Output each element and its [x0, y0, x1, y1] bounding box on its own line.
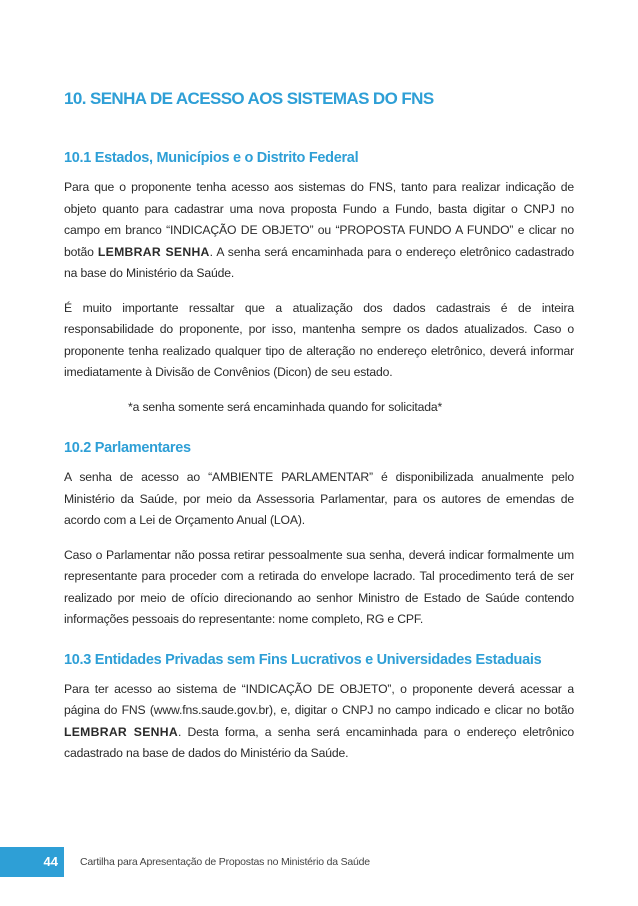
paragraph-entidades-senha [64, 679, 574, 765]
paragraph-parlamentares-representante: Caso o Parlamentar não possa retirar pessoalmente sua senha, deverá indicar formalmente um representante para proceder com a retirada do envelope lacrado. Tal procedimento terá de ser realizado por meio de ofício direcionando ao senhor Ministro de Estado de Saúde contendo informações pessoais do representante: nome completo, RG e CPF. [64, 547, 574, 626]
page-number: 44 [0, 847, 64, 877]
paragraph-text: . A senha será encaminhada para o endereço eletrônico cadastrado na base do Ministério da Saúde. [64, 244, 574, 280]
lembrar-senha-text: LEMBRAR SENHA [64, 724, 178, 739]
section-title-entidades: 10.3 Entidades Privadas sem Fins Lucrativos e Universidades Estaduais [64, 651, 542, 668]
section-title-estados: 10.1 Estados, Municípios e o Distrito Federal [64, 150, 359, 166]
note-senha: *a senha somente será encaminhada quando for solicitada* [128, 399, 443, 414]
paragraph-estados-senha [64, 177, 574, 285]
footer-title: Cartilha para Apresentação de Propostas no Ministério da Saúde [80, 856, 370, 868]
paragraph-parlamentares-senha: A senha de acesso ao “AMBIENTE PARLAMENTAR” é disponibilizada anualmente pelo Ministério da Saúde, por meio da Assessoria Parlamentar, para os autores de emendas de acordo com a Lei de Orçamento Anual (LOA). [64, 470, 574, 527]
section-title-parlamentares: 10.2 Parlamentares [64, 440, 191, 456]
paragraph-text: . Desta forma, a senha será encaminhada para o endereço eletrônico cadastrado na base de dados do Ministério da Saúde. [64, 724, 574, 760]
page-content [64, 88, 574, 778]
paragraph-estados-atualizacao: É muito importante ressaltar que a atualização dos dados cadastrais é de inteira responsabilidade do proponente, por isso, mantenha sempre os dados atualizados. Caso o proponente tenha realizado qualquer tipo de alteração no endereço eletrônico, deverá informar imediatamente à Divisão de Convênios (Dicon) de seu estado. [64, 300, 574, 379]
chapter-title: 10. SENHA DE ACESSO AOS SISTEMAS DO FNS [64, 89, 434, 108]
lembrar-senha-text: LEMBRAR SENHA [97, 244, 210, 259]
paragraph-text: Para que o proponente tenha acesso aos sistemas do FNS, tanto para realizar indicação de objeto quanto para cadastrar uma nova proposta Fundo a Fundo, basta digitar o CNPJ no campo em branco “INDICAÇÃO DE OBJETO” ou “PROPOSTA FUNDO A FUNDO” e clicar no botão [64, 180, 574, 259]
page-footer [0, 847, 638, 877]
paragraph-text: Para ter acesso ao sistema de “INDICAÇÃO DE OBJETO”, o proponente deverá acessar a página do FNS (www.fns.saude.gov.br), e, digitar o CNPJ no campo indicado e clicar no botão [64, 681, 574, 717]
